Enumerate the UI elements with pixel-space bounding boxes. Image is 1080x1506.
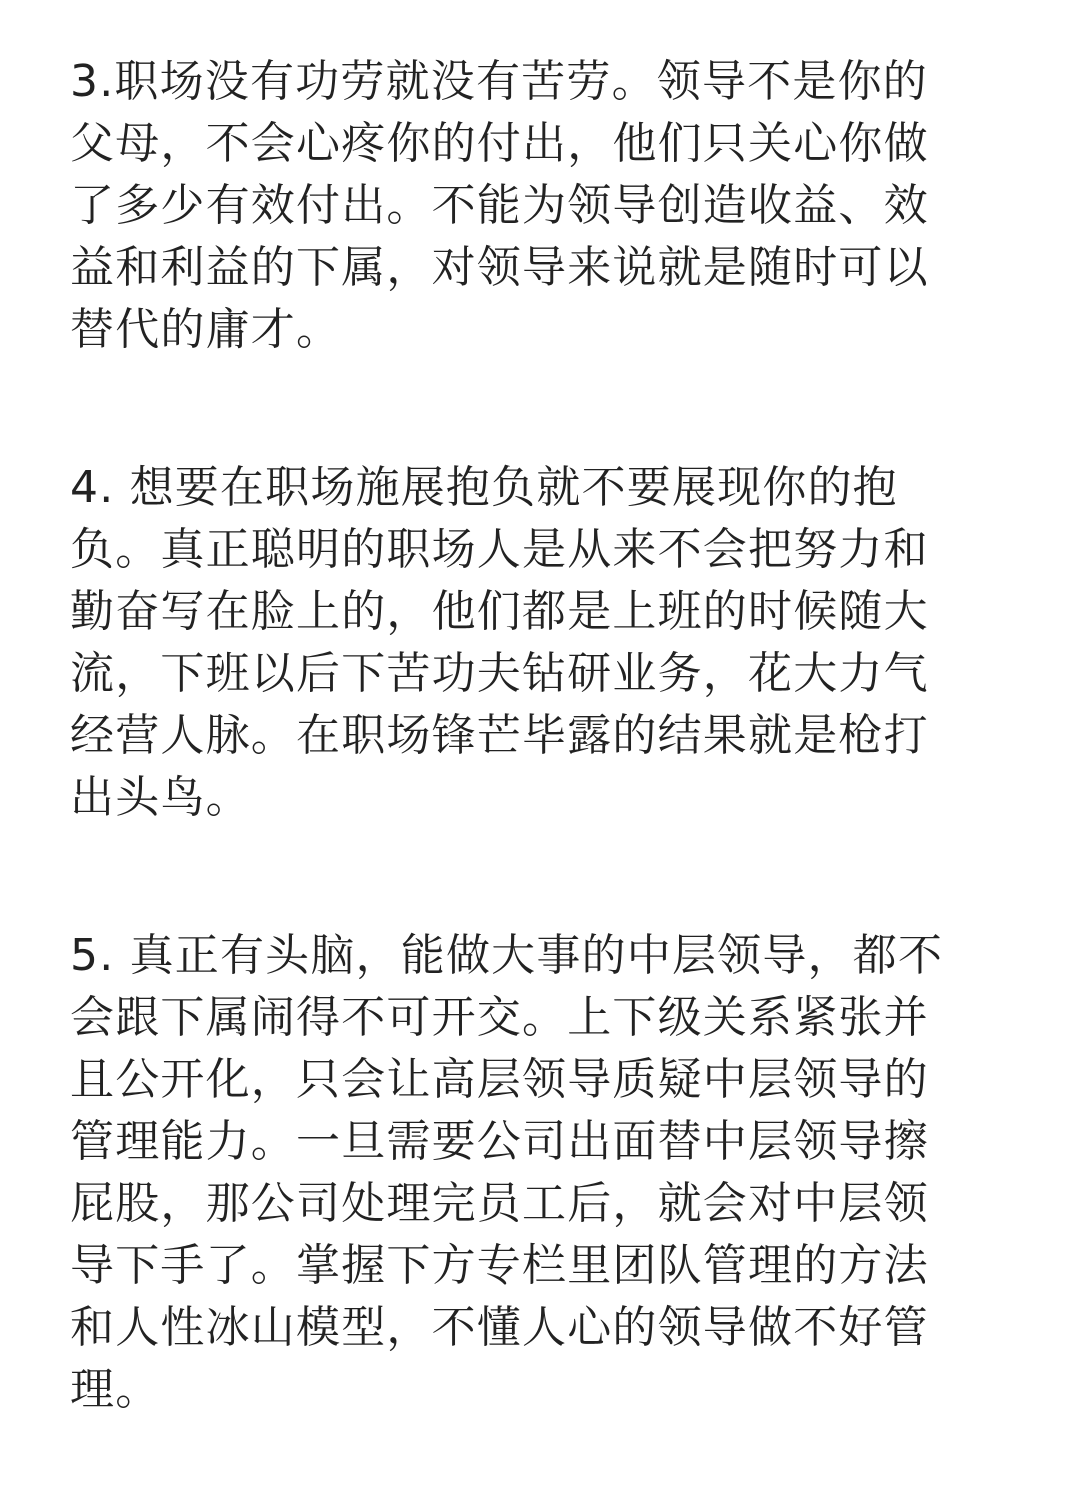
paragraph-3 — [70, 51, 990, 361]
text-line: 负。真正聪明的职场人是从来不会把努力和 — [70, 524, 929, 575]
text-line: 5. 真正有头脑，能做大事的中层领导，都不 — [70, 930, 944, 981]
text-line: 替代的庸才。 — [70, 304, 342, 355]
text-line: 导下手了。掌握下方专栏里团队管理的方法 — [70, 1240, 929, 1291]
text-line: 3.职场没有功劳就没有苦劳。领导不是你的 — [70, 56, 928, 107]
text-line: 且公开化，只会让高层领导质疑中层领导的 — [70, 1054, 929, 1105]
text-line: 和人性冰山模型，不懂人心的领导做不好管 — [70, 1302, 929, 1353]
text-line: 管理能力。一旦需要公司出面替中层领导擦 — [70, 1116, 929, 1167]
text-line: 勤奋写在脸上的，他们都是上班的时候随大 — [70, 586, 929, 637]
text-line: 流，下班以后下苦功夫钻研业务，花大力气 — [70, 648, 929, 699]
paragraph-5 — [70, 925, 990, 1421]
text-line: 经营人脉。在职场锋芒毕露的结果就是枪打 — [70, 710, 929, 761]
text-line: 4. 想要在职场施展抱负就不要展现你的抱 — [70, 462, 898, 513]
text-line: 理。 — [70, 1364, 161, 1415]
text-line: 父母，不会心疼你的付出，他们只关心你做 — [70, 118, 929, 169]
paragraph-4 — [70, 457, 990, 829]
text-line: 了多少有效付出。不能为领导创造收益、效 — [70, 180, 929, 231]
text-line: 出头鸟。 — [70, 772, 251, 823]
text-line: 益和利益的下属，对领导来说就是随时可以 — [70, 242, 929, 293]
text-line: 屁股，那公司处理完员工后，就会对中层领 — [70, 1178, 929, 1229]
text-line: 会跟下属闹得不可开交。上下级关系紧张并 — [70, 992, 929, 1043]
